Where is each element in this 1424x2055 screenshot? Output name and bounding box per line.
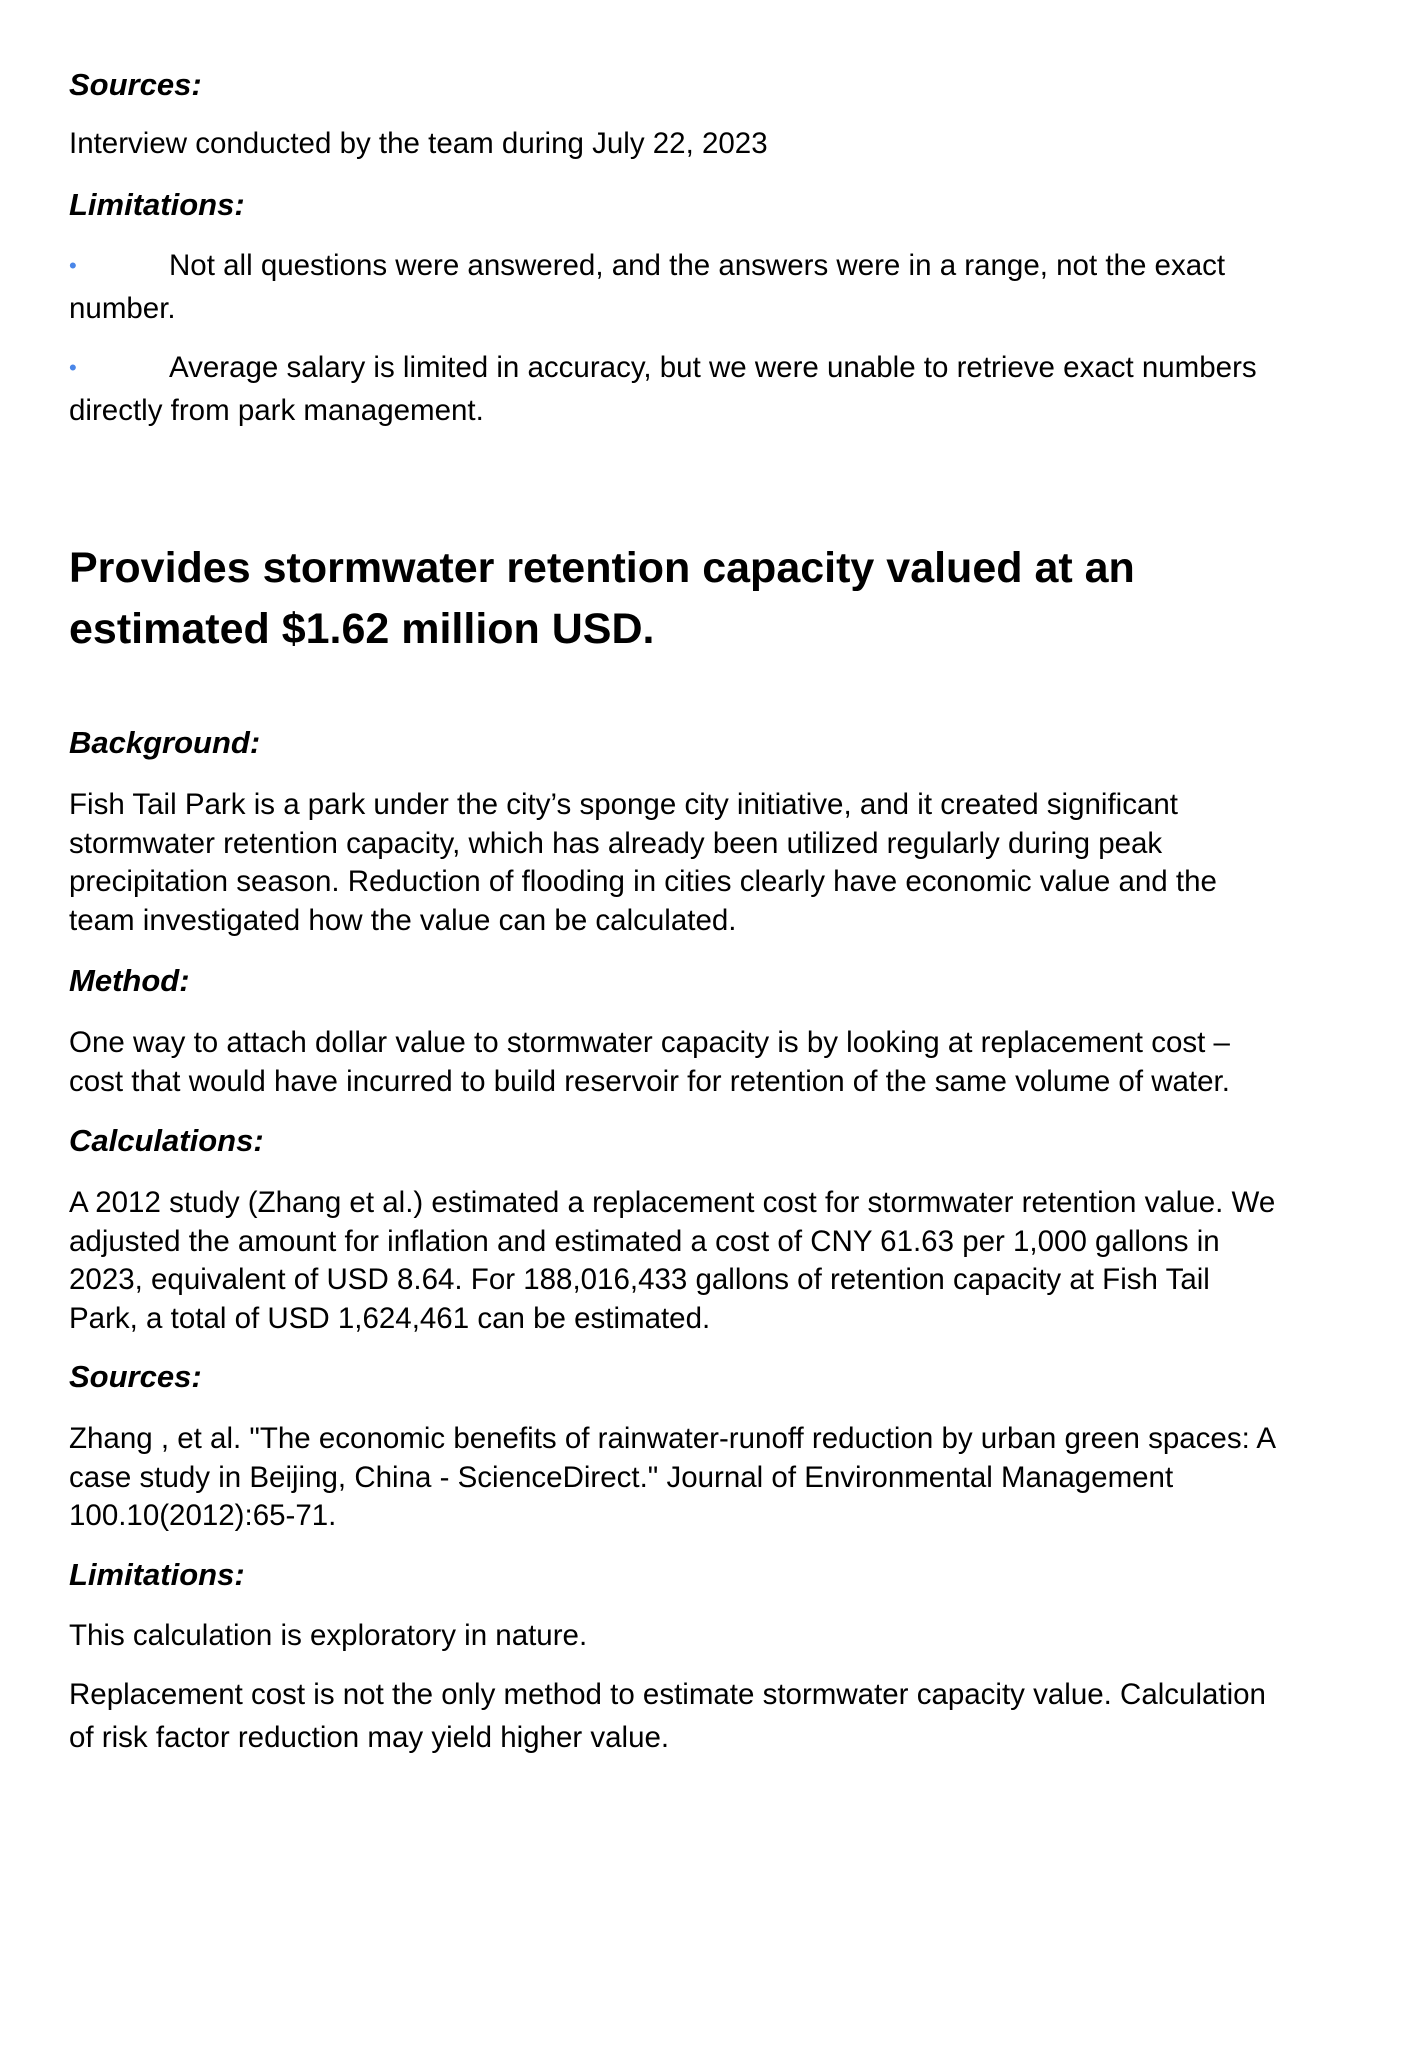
background-label: Background:	[69, 725, 261, 760]
method-paragraph	[69, 1024, 1359, 1101]
calculations-paragraph	[69, 1184, 1359, 1338]
limitations-label-2: Limitations:	[69, 1557, 245, 1592]
text-line: team investigated how the value can be calculated.	[69, 903, 737, 937]
sources-text: Interview conducted by the team during July 22, 2023	[69, 127, 768, 160]
text-line: Replacement cost is not the only method to estimate stormwater capacity value. Calculation	[69, 1678, 1266, 1711]
text-line: A 2012 study (Zhang et al.) estimated a replacement cost for stormwater retention value. We	[69, 1186, 1276, 1219]
text-line: One way to attach dollar value to stormwater capacity is by looking at replacement cost –	[69, 1026, 1230, 1059]
bullet-text-continued: number.	[69, 292, 176, 325]
text-line: cost that would have incurred to build reservoir for retention of the same volume of water.	[69, 1064, 1230, 1098]
limitation-paragraph	[69, 1673, 1359, 1759]
text-line: case study in Beijing, China - ScienceDirect." Journal of Environmental Management	[69, 1460, 1174, 1494]
bullet-item	[69, 244, 1359, 330]
text-line: Zhang , et al. "The economic benefits of rainwater-runoff reduction by urban green spaces: A	[69, 1422, 1277, 1455]
text-line: of risk factor reduction may yield higher value.	[69, 1721, 670, 1754]
text-line: Park, a total of USD 1,624,461 can be estimated.	[69, 1301, 711, 1335]
sources-label-2: Sources:	[69, 1359, 202, 1394]
bullet-marker: •	[69, 355, 77, 380]
text-line: precipitation season. Reduction of flooding in cities clearly have economic value and the	[69, 865, 1217, 898]
method-label: Method:	[69, 963, 190, 998]
heading-line: estimated $1.62 million USD.	[69, 605, 655, 653]
background-paragraph	[69, 786, 1359, 940]
limitation-text: This calculation is exploratory in nature.	[69, 1619, 588, 1652]
bullet-item	[69, 346, 1359, 432]
bullet-text: Not all questions were answered, and the answers were in a range, not the exact	[169, 249, 1226, 282]
sources-paragraph	[69, 1420, 1359, 1536]
bullet-text: Average salary is limited in accuracy, but we were unable to retrieve exact numbers	[169, 351, 1257, 384]
calculations-label: Calculations:	[69, 1123, 264, 1158]
sources-label: Sources:	[69, 67, 202, 102]
heading-line: Provides stormwater retention capacity valued at an	[69, 544, 1135, 592]
bullet-text-continued: directly from park management.	[69, 394, 484, 427]
text-line: 2023, equivalent of USD 8.64. For 188,016,433 gallons of retention capacity at Fish Tail	[69, 1263, 1210, 1296]
text-line: Fish Tail Park is a park under the city’s sponge city initiative, and it created significant	[69, 788, 1178, 821]
text-line: stormwater retention capacity, which has already been utilized regularly during peak	[69, 826, 1163, 860]
text-line: 100.10(2012):65-71.	[69, 1499, 337, 1532]
bullet-marker: •	[69, 253, 77, 278]
section-heading	[69, 538, 1359, 660]
limitations-label: Limitations:	[69, 187, 245, 222]
text-line: adjusted the amount for inflation and estimated a cost of CNY 61.63 per 1,000 gallons in	[69, 1224, 1220, 1258]
